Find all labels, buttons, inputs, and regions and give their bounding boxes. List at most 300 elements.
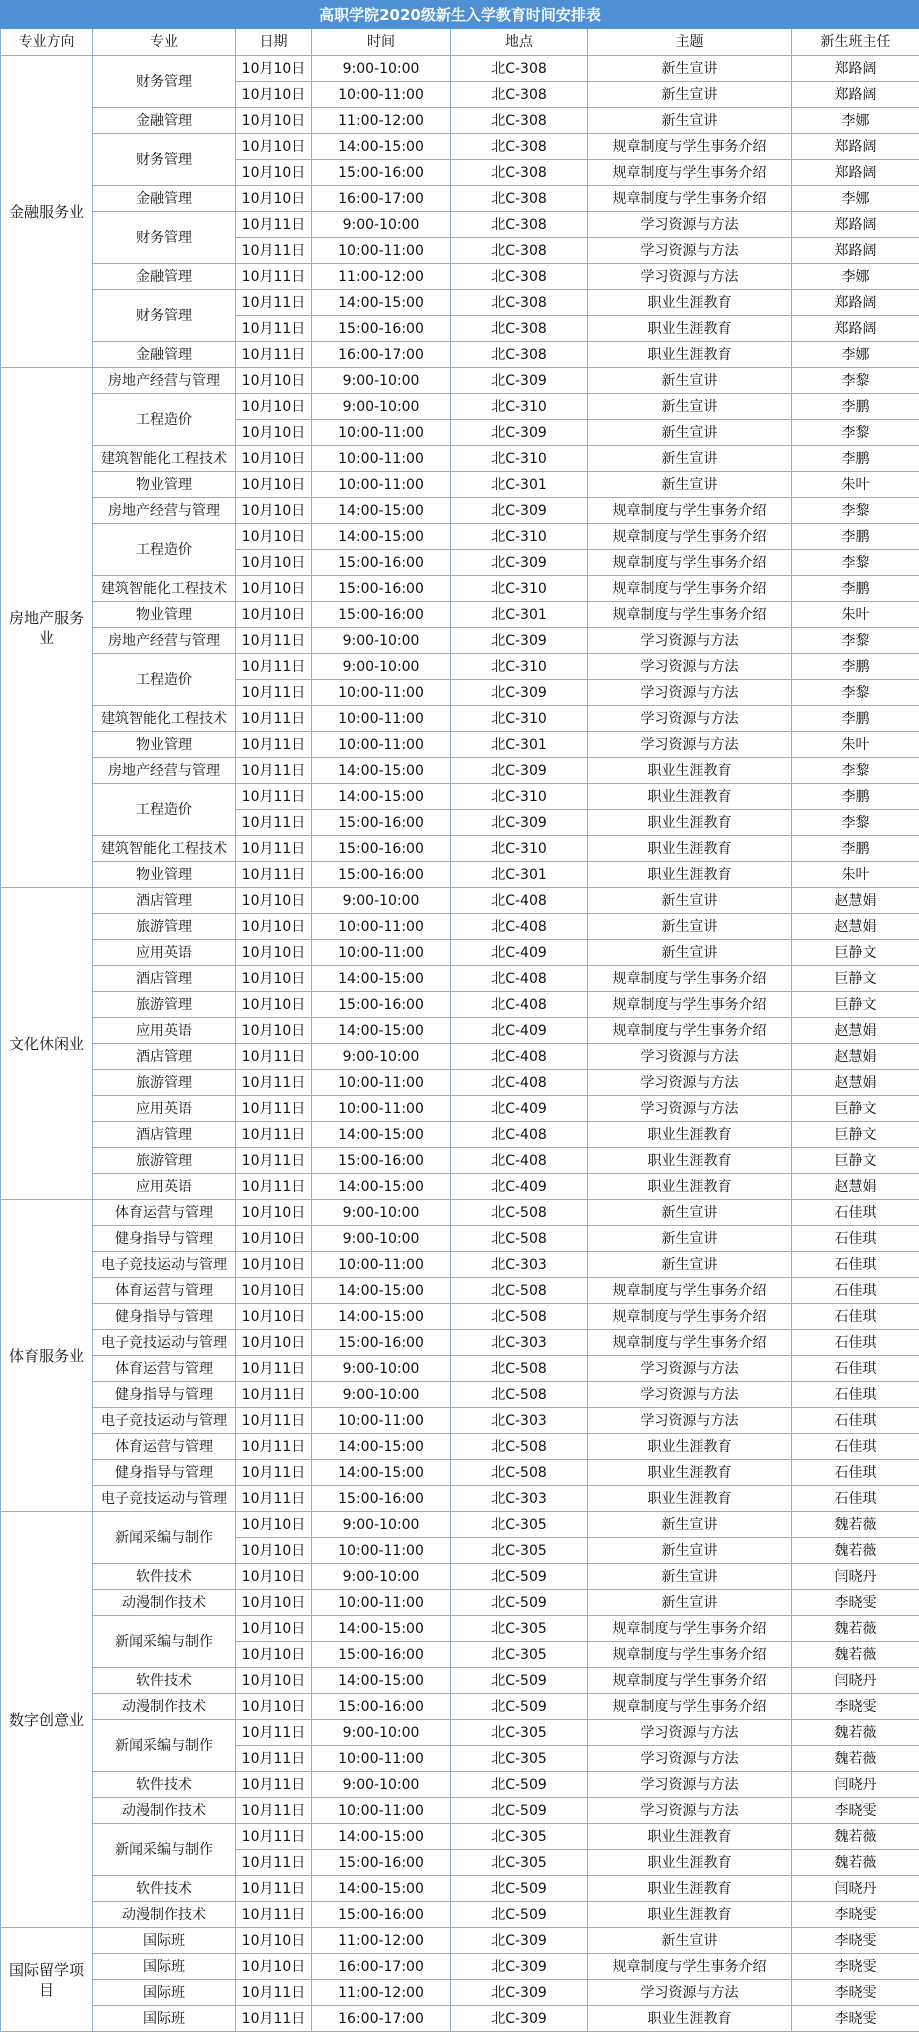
- topic-cell: 新生宣讲: [588, 446, 792, 472]
- topic-cell: 规章制度与学生事务介绍: [588, 1278, 792, 1304]
- teacher-cell: 石佳琪: [792, 1252, 919, 1278]
- table-row: [1, 758, 919, 784]
- place-cell: 北C-508: [451, 1200, 588, 1226]
- time-cell: 15:00-16:00: [312, 1148, 451, 1174]
- table-row: [1, 1096, 919, 1122]
- time-cell: 15:00-16:00: [312, 862, 451, 888]
- topic-cell: 规章制度与学生事务介绍: [588, 1668, 792, 1694]
- teacher-cell: 石佳琪: [792, 1200, 919, 1226]
- time-cell: 14:00-15:00: [312, 1616, 451, 1642]
- direction-cell: 数字创意业: [1, 1512, 93, 1928]
- topic-cell: 新生宣讲: [588, 368, 792, 394]
- table-row: [1, 446, 919, 472]
- major-cell: 金融管理: [93, 108, 236, 134]
- major-cell: 酒店管理: [93, 966, 236, 992]
- header-date: 日期: [236, 29, 312, 56]
- date-cell: 10月11日: [236, 2006, 312, 2032]
- date-cell: 10月10日: [236, 472, 312, 498]
- teacher-cell: 巨静文: [792, 966, 919, 992]
- topic-cell: 新生宣讲: [588, 914, 792, 940]
- topic-cell: 学习资源与方法: [588, 212, 792, 238]
- topic-cell: 规章制度与学生事务介绍: [588, 1616, 792, 1642]
- teacher-cell: 郑路阔: [792, 134, 919, 160]
- table-row: [1, 1824, 919, 1850]
- topic-cell: 职业生涯教育: [588, 836, 792, 862]
- teacher-cell: 石佳琪: [792, 1330, 919, 1356]
- time-cell: 15:00-16:00: [312, 576, 451, 602]
- place-cell: 北C-408: [451, 1148, 588, 1174]
- topic-cell: 职业生涯教育: [588, 1122, 792, 1148]
- time-cell: 10:00-11:00: [312, 1798, 451, 1824]
- time-cell: 10:00-11:00: [312, 238, 451, 264]
- place-cell: 北C-309: [451, 758, 588, 784]
- topic-cell: 规章制度与学生事务介绍: [588, 1694, 792, 1720]
- time-cell: 15:00-16:00: [312, 316, 451, 342]
- table-row: [1, 1434, 919, 1460]
- time-cell: 15:00-16:00: [312, 1486, 451, 1512]
- date-cell: 10月11日: [236, 316, 312, 342]
- topic-cell: 新生宣讲: [588, 1538, 792, 1564]
- time-cell: 11:00-12:00: [312, 1980, 451, 2006]
- table-row: [1, 134, 919, 160]
- date-cell: 10月11日: [236, 1070, 312, 1096]
- table-row: [1, 1304, 919, 1330]
- table-row: [1, 1902, 919, 1928]
- topic-cell: 学习资源与方法: [588, 628, 792, 654]
- date-cell: 10月11日: [236, 264, 312, 290]
- place-cell: 北C-303: [451, 1486, 588, 1512]
- date-cell: 10月11日: [236, 1980, 312, 2006]
- header-topic: 主题: [588, 29, 792, 56]
- time-cell: 14:00-15:00: [312, 1824, 451, 1850]
- topic-cell: 学习资源与方法: [588, 1798, 792, 1824]
- teacher-cell: 魏若薇: [792, 1720, 919, 1746]
- place-cell: 北C-308: [451, 160, 588, 186]
- place-cell: 北C-308: [451, 56, 588, 82]
- major-cell: 金融管理: [93, 186, 236, 212]
- date-cell: 10月10日: [236, 992, 312, 1018]
- topic-cell: 职业生涯教育: [588, 1148, 792, 1174]
- header-major: 专业: [93, 29, 236, 56]
- teacher-cell: 赵慧娟: [792, 1174, 919, 1200]
- date-cell: 10月11日: [236, 1044, 312, 1070]
- table-row: [1, 498, 919, 524]
- table-row: [1, 1954, 919, 1980]
- place-cell: 北C-305: [451, 1824, 588, 1850]
- time-cell: 10:00-11:00: [312, 82, 451, 108]
- date-cell: 10月11日: [236, 1772, 312, 1798]
- time-cell: 10:00-11:00: [312, 680, 451, 706]
- table-row: [1, 2006, 919, 2032]
- date-cell: 10月11日: [236, 1460, 312, 1486]
- table-row: [1, 576, 919, 602]
- major-cell: 旅游管理: [93, 914, 236, 940]
- time-cell: 14:00-15:00: [312, 784, 451, 810]
- place-cell: 北C-310: [451, 394, 588, 420]
- table-row: [1, 1330, 919, 1356]
- time-cell: 14:00-15:00: [312, 1668, 451, 1694]
- table-row: [1, 290, 919, 316]
- time-cell: 15:00-16:00: [312, 1902, 451, 1928]
- time-cell: 15:00-16:00: [312, 810, 451, 836]
- teacher-cell: 李娜: [792, 342, 919, 368]
- date-cell: 10月10日: [236, 186, 312, 212]
- date-cell: 10月10日: [236, 524, 312, 550]
- teacher-cell: 李黎: [792, 680, 919, 706]
- teacher-cell: 李娜: [792, 264, 919, 290]
- topic-cell: 学习资源与方法: [588, 1044, 792, 1070]
- date-cell: 10月10日: [236, 82, 312, 108]
- place-cell: 北C-408: [451, 1044, 588, 1070]
- table-row: [1, 992, 919, 1018]
- place-cell: 北C-305: [451, 1642, 588, 1668]
- time-cell: 9:00-10:00: [312, 628, 451, 654]
- major-cell: 房地产经营与管理: [93, 498, 236, 524]
- table-row: [1, 56, 919, 82]
- date-cell: 10月10日: [236, 1252, 312, 1278]
- table-row: [1, 368, 919, 394]
- topic-cell: 规章制度与学生事务介绍: [588, 1642, 792, 1668]
- teacher-cell: 巨静文: [792, 992, 919, 1018]
- time-cell: 10:00-11:00: [312, 1408, 451, 1434]
- place-cell: 北C-310: [451, 576, 588, 602]
- teacher-cell: 魏若薇: [792, 1512, 919, 1538]
- time-cell: 15:00-16:00: [312, 550, 451, 576]
- topic-cell: 规章制度与学生事务介绍: [588, 966, 792, 992]
- major-cell: 健身指导与管理: [93, 1382, 236, 1408]
- place-cell: 北C-509: [451, 1564, 588, 1590]
- topic-cell: 学习资源与方法: [588, 264, 792, 290]
- major-cell: 软件技术: [93, 1668, 236, 1694]
- time-cell: 9:00-10:00: [312, 1044, 451, 1070]
- date-cell: 10月11日: [236, 758, 312, 784]
- date-cell: 10月10日: [236, 1278, 312, 1304]
- date-cell: 10月11日: [236, 732, 312, 758]
- time-cell: 16:00-17:00: [312, 1954, 451, 1980]
- table-row: [1, 1460, 919, 1486]
- teacher-cell: 李晓雯: [792, 1798, 919, 1824]
- topic-cell: 职业生涯教育: [588, 758, 792, 784]
- teacher-cell: 巨静文: [792, 1096, 919, 1122]
- major-cell: 工程造价: [93, 394, 236, 446]
- date-cell: 10月11日: [236, 1096, 312, 1122]
- table-row: [1, 732, 919, 758]
- topic-cell: 新生宣讲: [588, 1252, 792, 1278]
- time-cell: 9:00-10:00: [312, 1564, 451, 1590]
- date-cell: 10月10日: [236, 550, 312, 576]
- teacher-cell: 石佳琪: [792, 1356, 919, 1382]
- topic-cell: 职业生涯教育: [588, 1876, 792, 1902]
- topic-cell: 学习资源与方法: [588, 706, 792, 732]
- topic-cell: 新生宣讲: [588, 1590, 792, 1616]
- time-cell: 10:00-11:00: [312, 472, 451, 498]
- time-cell: 10:00-11:00: [312, 1590, 451, 1616]
- time-cell: 15:00-16:00: [312, 992, 451, 1018]
- teacher-cell: 李娜: [792, 186, 919, 212]
- topic-cell: 规章制度与学生事务介绍: [588, 1330, 792, 1356]
- topic-cell: 职业生涯教育: [588, 1174, 792, 1200]
- topic-cell: 新生宣讲: [588, 1200, 792, 1226]
- table-row: [1, 1772, 919, 1798]
- teacher-cell: 巨静文: [792, 940, 919, 966]
- major-cell: 工程造价: [93, 784, 236, 836]
- date-cell: 10月11日: [236, 810, 312, 836]
- topic-cell: 学习资源与方法: [588, 1746, 792, 1772]
- place-cell: 北C-309: [451, 368, 588, 394]
- place-cell: 北C-305: [451, 1850, 588, 1876]
- date-cell: 10月10日: [236, 914, 312, 940]
- table-row: [1, 1564, 919, 1590]
- time-cell: 15:00-16:00: [312, 836, 451, 862]
- table-row: [1, 1044, 919, 1070]
- table-row: [1, 888, 919, 914]
- teacher-cell: 魏若薇: [792, 1642, 919, 1668]
- date-cell: 10月10日: [236, 1928, 312, 1954]
- teacher-cell: 赵慧娟: [792, 1018, 919, 1044]
- topic-cell: 规章制度与学生事务介绍: [588, 498, 792, 524]
- date-cell: 10月10日: [236, 966, 312, 992]
- time-cell: 14:00-15:00: [312, 1278, 451, 1304]
- table-row: [1, 264, 919, 290]
- topic-cell: 职业生涯教育: [588, 342, 792, 368]
- time-cell: 14:00-15:00: [312, 966, 451, 992]
- place-cell: 北C-308: [451, 82, 588, 108]
- major-cell: 国际班: [93, 1928, 236, 1954]
- header-teacher: 新生班主任: [792, 29, 919, 56]
- place-cell: 北C-408: [451, 1122, 588, 1148]
- major-cell: 应用英语: [93, 1096, 236, 1122]
- topic-cell: 规章制度与学生事务介绍: [588, 1954, 792, 1980]
- place-cell: 北C-508: [451, 1304, 588, 1330]
- major-cell: 健身指导与管理: [93, 1304, 236, 1330]
- place-cell: 北C-310: [451, 706, 588, 732]
- date-cell: 10月10日: [236, 940, 312, 966]
- date-cell: 10月11日: [236, 1122, 312, 1148]
- time-cell: 14:00-15:00: [312, 524, 451, 550]
- table-row: [1, 1070, 919, 1096]
- topic-cell: 规章制度与学生事务介绍: [588, 576, 792, 602]
- major-cell: 国际班: [93, 1954, 236, 1980]
- major-cell: 金融管理: [93, 342, 236, 368]
- major-cell: 酒店管理: [93, 1122, 236, 1148]
- major-cell: 新闻采编与制作: [93, 1720, 236, 1772]
- topic-cell: 学习资源与方法: [588, 1720, 792, 1746]
- place-cell: 北C-303: [451, 1330, 588, 1356]
- topic-cell: 规章制度与学生事务介绍: [588, 524, 792, 550]
- teacher-cell: 赵慧娟: [792, 1070, 919, 1096]
- table-row: [1, 1174, 919, 1200]
- date-cell: 10月10日: [236, 1564, 312, 1590]
- major-cell: 体育运营与管理: [93, 1356, 236, 1382]
- time-cell: 16:00-17:00: [312, 2006, 451, 2032]
- major-cell: 动漫制作技术: [93, 1902, 236, 1928]
- teacher-cell: 赵慧娟: [792, 1044, 919, 1070]
- place-cell: 北C-308: [451, 212, 588, 238]
- date-cell: 10月10日: [236, 1226, 312, 1252]
- major-cell: 体育运营与管理: [93, 1434, 236, 1460]
- topic-cell: 职业生涯教育: [588, 290, 792, 316]
- date-cell: 10月11日: [236, 1174, 312, 1200]
- date-cell: 10月10日: [236, 1694, 312, 1720]
- time-cell: 9:00-10:00: [312, 1772, 451, 1798]
- time-cell: 9:00-10:00: [312, 1226, 451, 1252]
- place-cell: 北C-310: [451, 524, 588, 550]
- table-row: [1, 472, 919, 498]
- teacher-cell: 石佳琪: [792, 1278, 919, 1304]
- teacher-cell: 李鹏: [792, 706, 919, 732]
- topic-cell: 学习资源与方法: [588, 680, 792, 706]
- topic-cell: 学习资源与方法: [588, 732, 792, 758]
- date-cell: 10月11日: [236, 836, 312, 862]
- teacher-cell: 闫晓丹: [792, 1772, 919, 1798]
- major-cell: 建筑智能化工程技术: [93, 836, 236, 862]
- topic-cell: 规章制度与学生事务介绍: [588, 186, 792, 212]
- teacher-cell: 李晓雯: [792, 1980, 919, 2006]
- direction-cell: 金融服务业: [1, 56, 93, 368]
- topic-cell: 学习资源与方法: [588, 1382, 792, 1408]
- date-cell: 10月11日: [236, 1148, 312, 1174]
- major-cell: 电子竞技运动与管理: [93, 1486, 236, 1512]
- time-cell: 14:00-15:00: [312, 498, 451, 524]
- teacher-cell: 李黎: [792, 550, 919, 576]
- time-cell: 14:00-15:00: [312, 1876, 451, 1902]
- time-cell: 10:00-11:00: [312, 1538, 451, 1564]
- date-cell: 10月10日: [236, 1200, 312, 1226]
- major-cell: 金融管理: [93, 264, 236, 290]
- place-cell: 北C-308: [451, 264, 588, 290]
- table-row: [1, 1668, 919, 1694]
- date-cell: 10月10日: [236, 576, 312, 602]
- table-row: [1, 602, 919, 628]
- time-cell: 10:00-11:00: [312, 1096, 451, 1122]
- major-cell: 应用英语: [93, 940, 236, 966]
- topic-cell: 新生宣讲: [588, 420, 792, 446]
- teacher-cell: 李黎: [792, 420, 919, 446]
- major-cell: 国际班: [93, 2006, 236, 2032]
- major-cell: 应用英语: [93, 1174, 236, 1200]
- table-row: [1, 1590, 919, 1616]
- place-cell: 北C-301: [451, 472, 588, 498]
- place-cell: 北C-308: [451, 238, 588, 264]
- time-cell: 14:00-15:00: [312, 290, 451, 316]
- place-cell: 北C-509: [451, 1694, 588, 1720]
- place-cell: 北C-509: [451, 1798, 588, 1824]
- topic-cell: 学习资源与方法: [588, 238, 792, 264]
- teacher-cell: 魏若薇: [792, 1850, 919, 1876]
- table-row: [1, 706, 919, 732]
- teacher-cell: 石佳琪: [792, 1304, 919, 1330]
- date-cell: 10月10日: [236, 1512, 312, 1538]
- place-cell: 北C-305: [451, 1538, 588, 1564]
- teacher-cell: 石佳琪: [792, 1460, 919, 1486]
- teacher-cell: 巨静文: [792, 1148, 919, 1174]
- place-cell: 北C-310: [451, 784, 588, 810]
- date-cell: 10月10日: [236, 108, 312, 134]
- topic-cell: 职业生涯教育: [588, 1824, 792, 1850]
- place-cell: 北C-305: [451, 1720, 588, 1746]
- place-cell: 北C-309: [451, 628, 588, 654]
- teacher-cell: 李鹏: [792, 394, 919, 420]
- table-row: [1, 1928, 919, 1954]
- time-cell: 15:00-16:00: [312, 1850, 451, 1876]
- teacher-cell: 赵慧娟: [792, 888, 919, 914]
- time-cell: 11:00-12:00: [312, 108, 451, 134]
- major-cell: 电子竞技运动与管理: [93, 1252, 236, 1278]
- teacher-cell: 李娜: [792, 108, 919, 134]
- teacher-cell: 闫晓丹: [792, 1876, 919, 1902]
- major-cell: 动漫制作技术: [93, 1694, 236, 1720]
- teacher-cell: 郑路阔: [792, 56, 919, 82]
- teacher-cell: 李晓雯: [792, 1590, 919, 1616]
- date-cell: 10月10日: [236, 602, 312, 628]
- place-cell: 北C-309: [451, 1928, 588, 1954]
- teacher-cell: 李黎: [792, 810, 919, 836]
- table-row: [1, 342, 919, 368]
- table-row: [1, 862, 919, 888]
- major-cell: 软件技术: [93, 1772, 236, 1798]
- date-cell: 10月11日: [236, 1824, 312, 1850]
- major-cell: 电子竞技运动与管理: [93, 1330, 236, 1356]
- date-cell: 10月10日: [236, 1330, 312, 1356]
- time-cell: 10:00-11:00: [312, 1746, 451, 1772]
- date-cell: 10月11日: [236, 1356, 312, 1382]
- place-cell: 北C-409: [451, 1018, 588, 1044]
- time-cell: 15:00-16:00: [312, 602, 451, 628]
- major-cell: 建筑智能化工程技术: [93, 446, 236, 472]
- date-cell: 10月11日: [236, 784, 312, 810]
- place-cell: 北C-508: [451, 1434, 588, 1460]
- table-row: [1, 940, 919, 966]
- major-cell: 体育运营与管理: [93, 1200, 236, 1226]
- place-cell: 北C-508: [451, 1356, 588, 1382]
- direction-cell: 体育服务业: [1, 1200, 93, 1512]
- teacher-cell: 朱叶: [792, 732, 919, 758]
- table-row: [1, 966, 919, 992]
- date-cell: 10月10日: [236, 56, 312, 82]
- topic-cell: 学习资源与方法: [588, 1070, 792, 1096]
- place-cell: 北C-310: [451, 654, 588, 680]
- date-cell: 10月11日: [236, 1746, 312, 1772]
- place-cell: 北C-409: [451, 1096, 588, 1122]
- place-cell: 北C-408: [451, 992, 588, 1018]
- place-cell: 北C-308: [451, 290, 588, 316]
- table-row: [1, 1616, 919, 1642]
- place-cell: 北C-310: [451, 446, 588, 472]
- topic-cell: 新生宣讲: [588, 56, 792, 82]
- date-cell: 10月11日: [236, 628, 312, 654]
- place-cell: 北C-309: [451, 680, 588, 706]
- time-cell: 14:00-15:00: [312, 1018, 451, 1044]
- table-row: [1, 654, 919, 680]
- place-cell: 北C-408: [451, 1070, 588, 1096]
- major-cell: 财务管理: [93, 134, 236, 186]
- place-cell: 北C-309: [451, 1980, 588, 2006]
- title-row: [1, 1, 919, 29]
- topic-cell: 规章制度与学生事务介绍: [588, 992, 792, 1018]
- page-title: 高职学院2020级新生入学教育时间安排表: [1, 1, 919, 29]
- teacher-cell: 魏若薇: [792, 1616, 919, 1642]
- header-place: 地点: [451, 29, 588, 56]
- time-cell: 11:00-12:00: [312, 1928, 451, 1954]
- time-cell: 9:00-10:00: [312, 654, 451, 680]
- topic-cell: 学习资源与方法: [588, 1772, 792, 1798]
- time-cell: 10:00-11:00: [312, 1070, 451, 1096]
- major-cell: 物业管理: [93, 862, 236, 888]
- place-cell: 北C-309: [451, 498, 588, 524]
- teacher-cell: 郑路阔: [792, 290, 919, 316]
- place-cell: 北C-301: [451, 602, 588, 628]
- table-row: [1, 1278, 919, 1304]
